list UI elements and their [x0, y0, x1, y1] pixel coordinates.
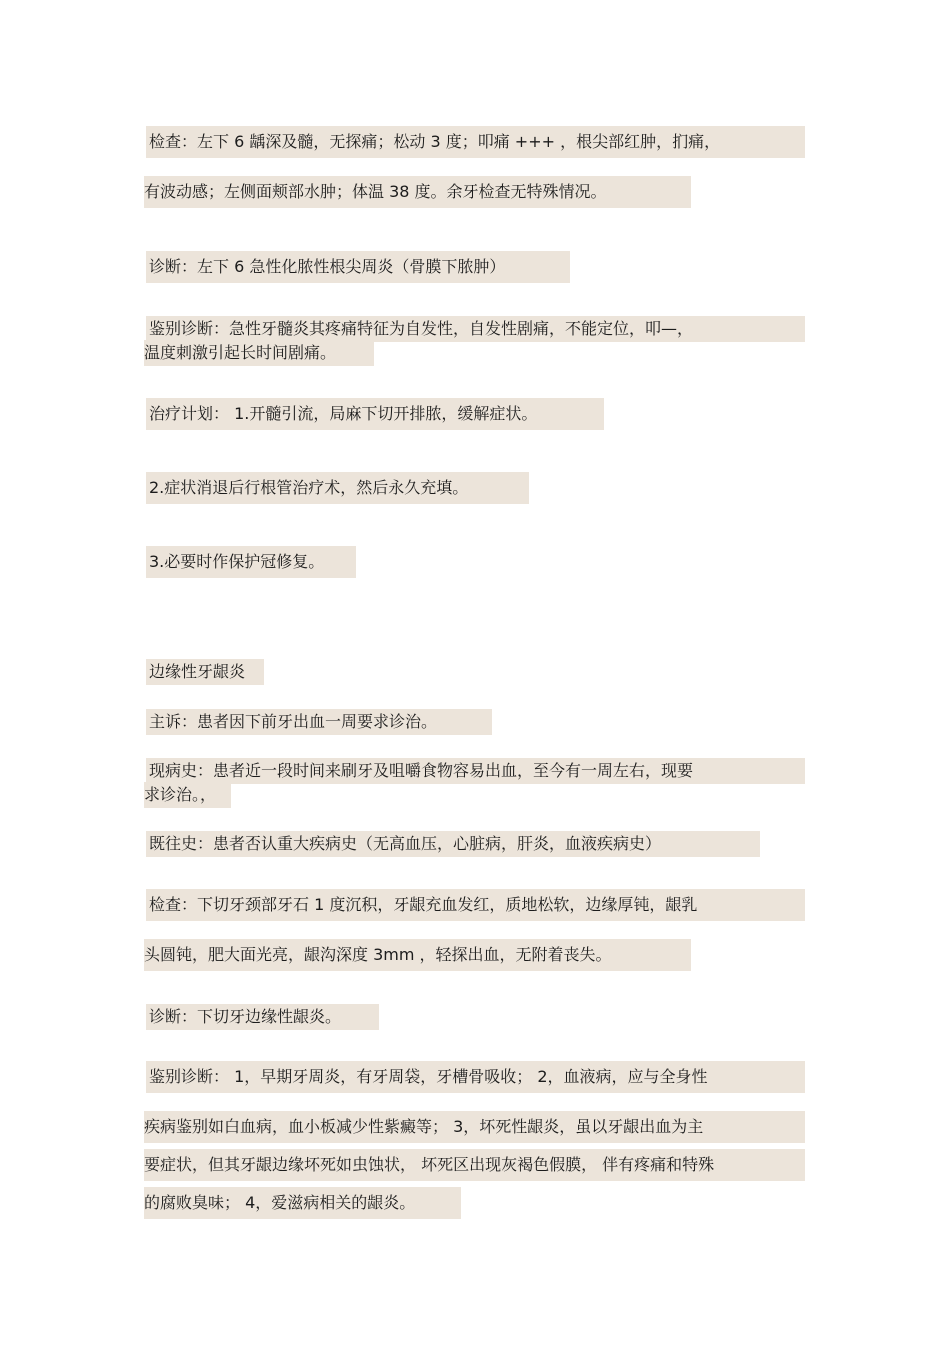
diagnosis-line: 诊断：下切牙边缘性龈炎。: [146, 1004, 379, 1030]
exam-line-2: 头圆钝，肥大面光亮，龈沟深度 3mm ，轻探出血，无附着丧失。: [144, 939, 691, 971]
exam-line-1: 检查：左下 6 龋深及髓，无探痛；松动 3 度；叩痛 +++ ，根尖部红肿，扪痛，: [146, 126, 805, 158]
differential-line-1: 鉴别诊断：急性牙髓炎其疼痛特征为自发性，自发性剧痛，不能定位，叩—，: [146, 316, 805, 342]
chief-complaint-line: 主诉：患者因下前牙出血一周要求诊治。: [146, 709, 492, 735]
differential-line-2: 温度刺激引起长时间剧痛。: [144, 340, 374, 366]
treatment-plan-line-2: 2.症状消退后行根管治疗术，然后永久充填。: [146, 472, 529, 504]
treatment-plan-line-1: 治疗计划： 1.开髓引流，局麻下切开排脓，缓解症状。: [146, 398, 604, 430]
differential-line-3: 要症状，但其牙龈边缘坏死如虫蚀状， 坏死区出现灰褐色假膜， 伴有疼痛和特殊: [144, 1149, 805, 1181]
past-history-line: 既往史：患者否认重大疾病史（无高血压，心脏病，肝炎，血液疾病史）: [146, 831, 760, 857]
exam-line-2: 有波动感；左侧面颊部水肿；体温 38 度。余牙检查无特殊情况。: [144, 176, 691, 208]
section-title: 边缘性牙龈炎: [146, 659, 264, 685]
differential-line-1: 鉴别诊断： 1，早期牙周炎，有牙周袋，牙槽骨吸收； 2，血液病，应与全身性: [146, 1061, 805, 1093]
diagnosis-line: 诊断：左下 6 急性化脓性根尖周炎（骨膜下脓肿）: [146, 251, 570, 283]
differential-line-4: 的腐败臭味； 4，爱滋病相关的龈炎。: [144, 1187, 461, 1219]
exam-line-1: 检查：下切牙颈部牙石 1 度沉积，牙龈充血发红，质地松软，边缘厚钝，龈乳: [146, 889, 805, 921]
treatment-plan-line-3: 3.必要时作保护冠修复。: [146, 546, 356, 578]
present-history-line-1: 现病史：患者近一段时间来刷牙及咀嚼食物容易出血，至今有一周左右，现要: [146, 758, 805, 784]
differential-line-2: 疾病鉴别如白血病，血小板减少性紫癜等； 3，坏死性龈炎，虽以牙龈出血为主: [144, 1111, 805, 1143]
present-history-line-2: 求诊治。，: [144, 782, 231, 808]
